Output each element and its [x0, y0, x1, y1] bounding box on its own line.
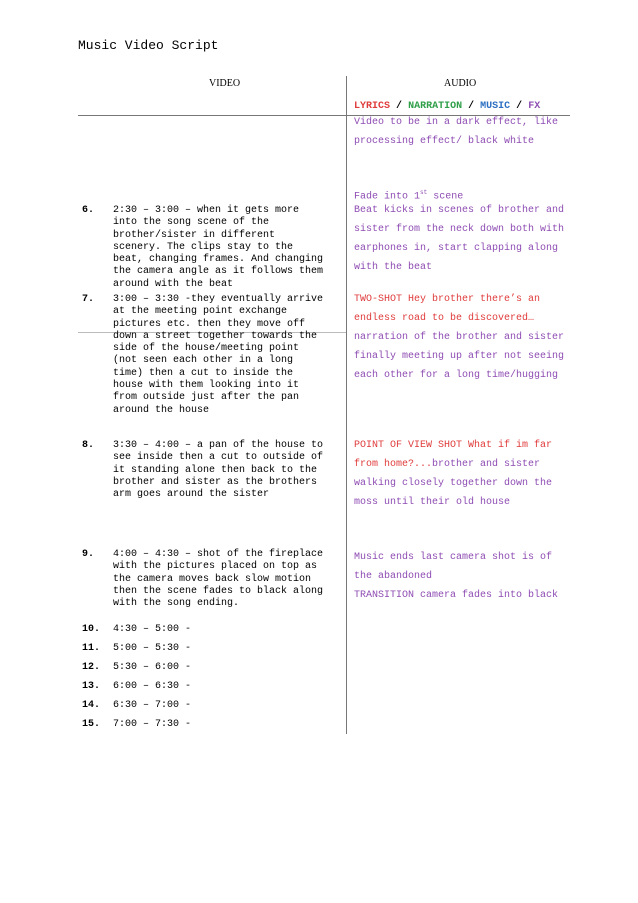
- video-cell: 4:30 – 5:00 -: [113, 624, 192, 635]
- audio-lyrics: Hey brother there’s an endless road to be discovered…: [354, 294, 541, 324]
- legend-lyrics: LYRICS: [354, 101, 391, 112]
- video-cell: 2:30 – 3:00 – when it gets more into the song scene of the brother/sister in different scenery. The clips stay to the beat, changing frames. And changing the camera angle as it follows them around with the beat: [113, 205, 324, 290]
- video-cell: 5:00 – 5:30 -: [113, 643, 192, 654]
- audio-cell: [354, 436, 568, 512]
- audio-narration: scenes of brother and sister from the neck down both with earphones in, start clapping along with the beat: [354, 205, 565, 273]
- row-number: 8.: [82, 440, 95, 451]
- video-cell: 7:00 – 7:30 -: [113, 719, 192, 730]
- video-cell: 6:30 – 7:00 -: [113, 700, 192, 711]
- audio-cell: Music ends last camera shot is of the abandoned: [354, 552, 553, 582]
- video-cell: 6:00 – 6:30 -: [113, 681, 192, 692]
- legend-separator: /: [516, 101, 523, 112]
- legend-separator: /: [468, 101, 475, 112]
- column-divider: [346, 76, 347, 734]
- fade-sup: st: [420, 189, 428, 196]
- legend-narration: NARRATION: [408, 101, 463, 112]
- row-number: 10.: [82, 624, 101, 635]
- audio-shot: TWO-SHOT: [354, 294, 409, 305]
- audio-shot: POINT OF VIEW SHOT: [354, 440, 469, 451]
- video-cell: 5:30 – 6:00 -: [113, 662, 192, 673]
- row-number: 11.: [82, 643, 101, 654]
- video-column-header: VIDEO: [209, 78, 241, 89]
- row-number: 15.: [82, 719, 101, 730]
- row-number: 6.: [82, 205, 95, 216]
- fade-text: Fade into 1: [354, 191, 421, 203]
- video-cell: 4:00 – 4:30 – shot of the fireplace with the pictures placed on top as the camera moves back slow motion then the scene fades to black along with the song ending.: [113, 549, 324, 610]
- row-number: 14.: [82, 700, 101, 711]
- audio-lyrics: What if im far from home?...: [354, 440, 553, 470]
- audio-column-header: AUDIO: [444, 78, 477, 89]
- intro-audio-effect: Video to be in a dark effect, like processing effect/ black white: [354, 117, 559, 147]
- audio-narration: narration of the brother and sister finally meeting up after not seeing each other for a long time/hugging: [354, 332, 565, 381]
- legend-music: MUSIC: [480, 101, 511, 112]
- legend-fx: FX: [528, 101, 541, 112]
- video-cell: 3:00 – 3:30 -they eventually arrive at the meeting point exchange pictures etc. then they move off down a street together towards the side of the house/meeting point (not seen each other in a long time) then a cut to inside the house with them looking into it from outside just after the pan around the house: [113, 294, 324, 416]
- row-number: 7.: [82, 294, 95, 305]
- audio-cell: [354, 201, 568, 277]
- row-number: 9.: [82, 549, 95, 560]
- audio-narration: brother and sister walking closely together down the moss until their old house: [354, 459, 553, 508]
- audio-cell: [354, 290, 568, 385]
- document-title: Music Video Script: [78, 38, 219, 53]
- fade-text-end: scene: [427, 191, 464, 203]
- row-number: 13.: [82, 681, 101, 692]
- audio-fx: Beat kicks in: [354, 205, 439, 216]
- legend-separator: /: [396, 101, 403, 112]
- video-cell: 3:30 – 4:00 – a pan of the house to see inside then a cut to outside of it standing alone then back to the brother and sister as the brothers arm goes around the sister: [113, 440, 324, 501]
- audio-legend: [354, 101, 540, 112]
- audio-cell-transition: TRANSITION camera fades into black: [354, 590, 559, 601]
- row-number: 12.: [82, 662, 101, 673]
